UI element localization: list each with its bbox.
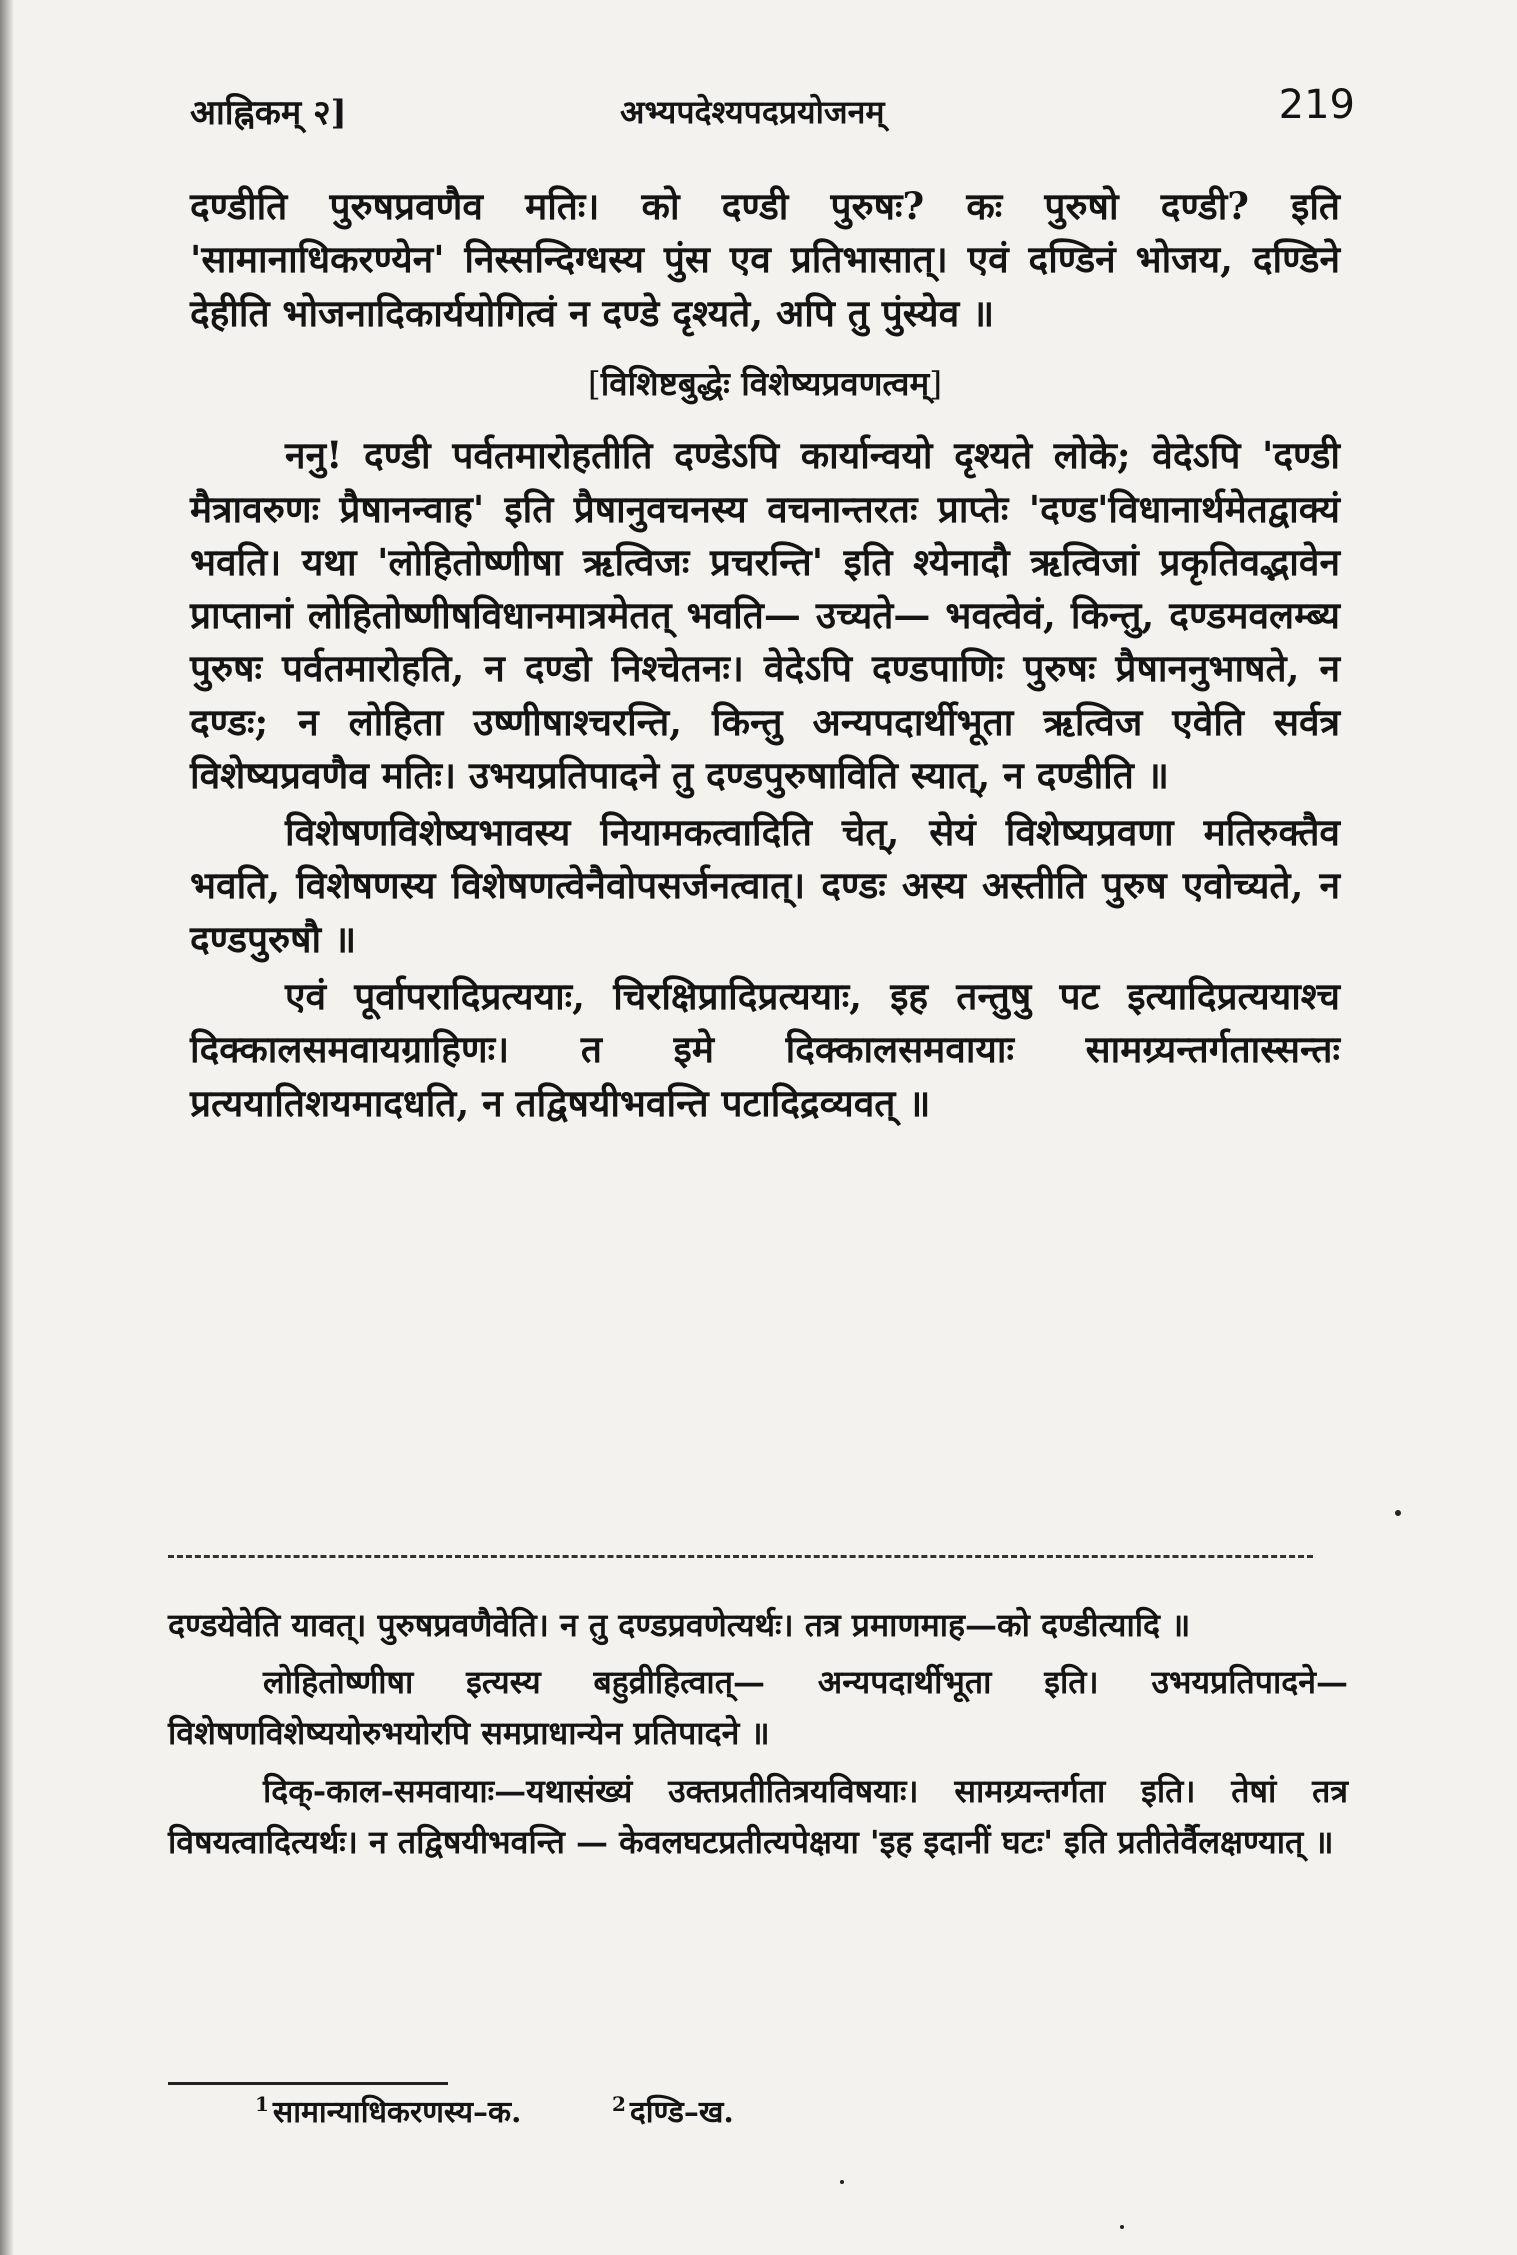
footnote-rule — [168, 2082, 448, 2085]
paragraph-2: ननु! दण्डी पर्वतमारोहतीति दण्डेऽपि कार्यान्वयो दृश्यते लोके; वेदेऽपि 'दण्डी मैत्रावरुणः प्रैषानन्वाह' इति प्रैषानुवचनस्य वचनान्तरतः प्राप्तेः 'दण्ड'विधानार्थमेतद्वाक्यं भवति। यथा 'लोहितोष्णीषा ऋत्विजः प्रचरन्ति' इति श्येनादौ ऋत्विजां प्रकृतिवद्भावेन प्राप्तानां लोहितोष्णीषविधानमात्रमेतत् भवति— उच्यते— भवत्वेवं, किन्तु, दण्डमवलम्ब्य पुरुषः पर्वतमारोहति, न दण्डो निश्चेतनः। वेदेऽपि दण्डपाणिः पुरुषः प्रैषाननुभाषते, न दण्डः; न लोहिता उष्णीषाश्चरन्ति, किन्तु अन्यपदार्थीभूता ऋत्विज एवेति सर्वत्र विशेष्यप्रवणैव मतिः। उभयप्रतिपादने तु दण्डपुरुषाविति स्यात्, न दण्डीति ॥ — [190, 433, 1340, 797]
paragraph-1: दण्डीति पुरुषप्रवणैव मतिः। को दण्डी पुरुषः? कः पुरुषो दण्डी? इति 'सामानाधिकरण्येन' निस्सन्दिग्धस्य पुंस एव प्रतिभासात्। एवं दण्डिनं भोजय, दण्डिने देहीति भोजनादिकार्ययोगित्वं न दण्डे दृश्यते, अपि तु पुंस्येव ॥ — [190, 184, 1340, 335]
footnote-text: सामान्याधिकरणस्य–क. — [272, 2095, 522, 2130]
commentary-1: दण्डयेवेति यावत्। पुरुषप्रवणैवेति। न तु दण्डप्रवणेत्यर्थः। तत्र प्रमाणमाह—को दण्डीत्यादि ॥ — [168, 1606, 1191, 1644]
paragraph-3: विशेषणविशेष्यभावस्य नियामकत्वादिति चेत्, सेयं विशेष्यप्रवणा मतिरुक्तैव भवति, विशेषणस्य विशेषणत्वेनैवोपसर्जनत्वात्। दण्डः अस्य अस्तीति पुरुष एवोच्यते, न दण्डपुरुषौ ॥ — [190, 810, 1340, 961]
heading-bracket-close: ] — [929, 363, 943, 403]
ink-speck — [840, 2180, 844, 2184]
footnotes — [255, 2090, 1155, 2131]
running-head — [190, 82, 1355, 142]
footnote-text: दण्डि–ख. — [629, 2095, 734, 2130]
section-heading — [190, 360, 1340, 408]
header-left: आह्निकम् २] — [190, 93, 347, 133]
ink-speck — [1395, 1510, 1401, 1516]
commentary — [168, 1600, 1348, 1874]
main-text — [190, 180, 1340, 1134]
page-number: 219 — [1278, 82, 1355, 128]
footnote-mark: 2 — [611, 2092, 626, 2116]
page-edge-shadow — [0, 0, 14, 2255]
commentary-3: दिक्-काल-समवायाः—यथासंख्यं उक्तप्रतीतित्रयविषयाः। सामग्र्यन्तर्गता इति। तेषां तत्र विषयत्वादित्यर्थः। न तद्विषयीभवन्ति — केवलघटप्रतीत्यपेक्षया 'इह इदानीं घटः' इति प्रतीतेर्वैलक्षण्यात् ॥ — [168, 1771, 1348, 1861]
paragraph-4: एवं पूर्वापरादिप्रत्ययाः, चिरक्षिप्रादिप्रत्ययाः, इह तन्तुषु पट इत्यादिप्रत्ययाश्च दिक्कालसमवायग्राहिणः। त इमे दिक्कालसमवायाः सामग्र्यन्तर्गतास्सन्तः प्रत्ययातिशयमादधति, न तद्विषयीभवन्ति पटादिद्रव्यवत् ॥ — [190, 973, 1340, 1125]
heading-bracket-open: [ — [587, 363, 601, 403]
header-title: अभ्यपदेश्यपदप्रयोजनम् — [620, 93, 885, 131]
ink-speck — [1120, 2225, 1124, 2229]
footnote-1 — [255, 2090, 521, 2131]
section-heading-text: विशिष्टबुद्धेः विशेष्यप्रवणत्वम् — [600, 363, 930, 403]
commentary-divider — [168, 1555, 1313, 1558]
commentary-2: लोहितोष्णीषा इत्यस्य बहुव्रीहित्वात्— अन्यपदार्थीभूता इति। उभयप्रतिपादने—विशेषणविशेष्ययोरुभयोरपि समप्राधान्येन प्रतिपादने ॥ — [168, 1663, 1348, 1753]
footnote-2 — [612, 2090, 734, 2131]
footnote-mark: 1 — [255, 2092, 269, 2116]
